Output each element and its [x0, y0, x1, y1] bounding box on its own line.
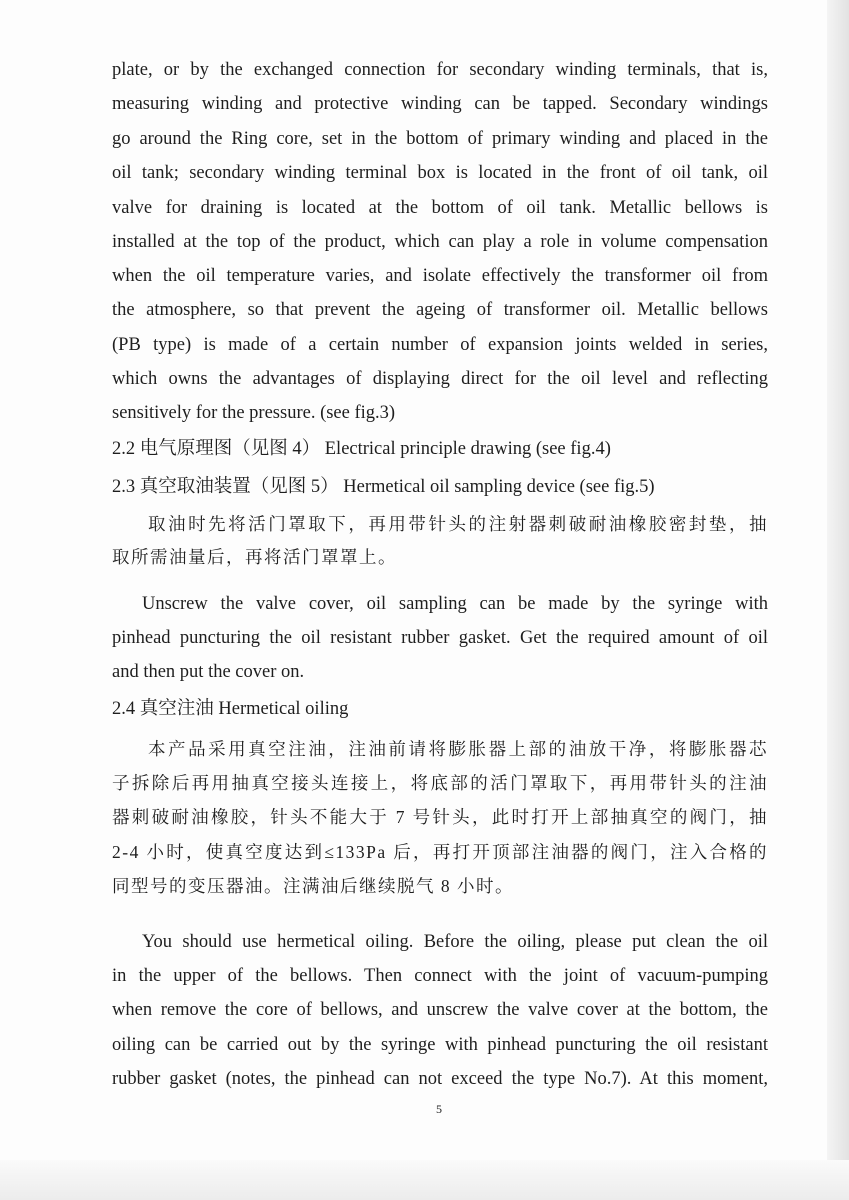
paragraph-line: installed at the top of the product, which can play a role in volume compensation [112, 232, 768, 252]
paragraph-line: Unscrew the valve cover, oil sampling can be made by the syringe with [142, 594, 768, 614]
paragraph-line: 取所需油量后，再将活门罩罩上。 [112, 547, 397, 567]
paragraph-line: 器刺破耐油橡胶，针头不能大于 7 号针头，此时打开上部抽真空的阀门，抽 [112, 807, 768, 827]
paragraph-line: when the oil temperature varies, and isolate effectively the transformer oil from [112, 266, 768, 286]
page-number: 5 [436, 1102, 442, 1116]
paragraph-line: oil tank; secondary winding terminal box is located in the front of oil tank, oil [112, 163, 768, 183]
paragraph-line: 本产品采用真空注油，注油前请将膨胀器上部的油放干净，将膨胀器芯 [148, 739, 768, 759]
paragraph-line: when remove the core of bellows, and unscrew the valve cover at the bottom, the [112, 1000, 768, 1020]
paragraph-line: go around the Ring core, set in the bottom of primary winding and placed in the [112, 129, 768, 149]
paragraph-line: and then put the cover on. [112, 662, 305, 682]
paragraph-line: measuring winding and protective winding can be tapped. Secondary windings [112, 94, 768, 114]
scan-edge [827, 0, 849, 1200]
section-heading: 2.2 电气原理图（见图 4） Electrical principle drawing (see fig.4) [112, 439, 611, 459]
paragraph-line: rubber gasket (notes, the pinhead can not exceed the type No.7). At this moment, [112, 1069, 768, 1089]
scan-bottom-shadow [0, 1160, 849, 1200]
paragraph-line: pinhead puncturing the oil resistant rubber gasket. Get the required amount of oil [112, 628, 768, 648]
paragraph-line: plate, or by the exchanged connection for secondary winding terminals, that is, [112, 60, 768, 80]
paragraph-line: You should use hermetical oiling. Before the oiling, please put clean the oil [142, 932, 768, 952]
paragraph-line: 2-4 小时，使真空度达到≤133Pa 后，再打开顶部注油器的阀门，注入合格的 [112, 842, 768, 862]
paragraph-line: oiling can be carried out by the syringe with pinhead puncturing the oil resistant [112, 1035, 768, 1055]
paragraph-line: sensitively for the pressure. (see fig.3) [112, 403, 396, 423]
paragraph-line: (PB type) is made of a certain number of expansion joints welded in series, [112, 335, 768, 355]
section-heading: 2.3 真空取油装置（见图 5） Hermetical oil sampling device (see fig.5) [112, 477, 655, 497]
paragraph-line: 同型号的变压器油。注满油后继续脱气 8 小时。 [112, 876, 514, 896]
paragraph-line: 子拆除后再用抽真空接头连接上，将底部的活门罩取下，再用带针头的注油 [112, 773, 768, 793]
paragraph-line: 取油时先将活门罩取下，再用带针头的注射器刺破耐油橡胶密封垫，抽 [148, 514, 768, 534]
paragraph-line: the atmosphere, so that prevent the ageing of transformer oil. Metallic bellows [112, 300, 768, 320]
paragraph-line: valve for draining is located at the bottom of oil tank. Metallic bellows is [112, 198, 768, 218]
paragraph-line: which owns the advantages of displaying direct for the oil level and reflecting [112, 369, 768, 389]
section-heading: 2.4 真空注油 Hermetical oiling [112, 699, 349, 719]
paragraph-line: in the upper of the bellows. Then connect with the joint of vacuum-pumping [112, 966, 768, 986]
